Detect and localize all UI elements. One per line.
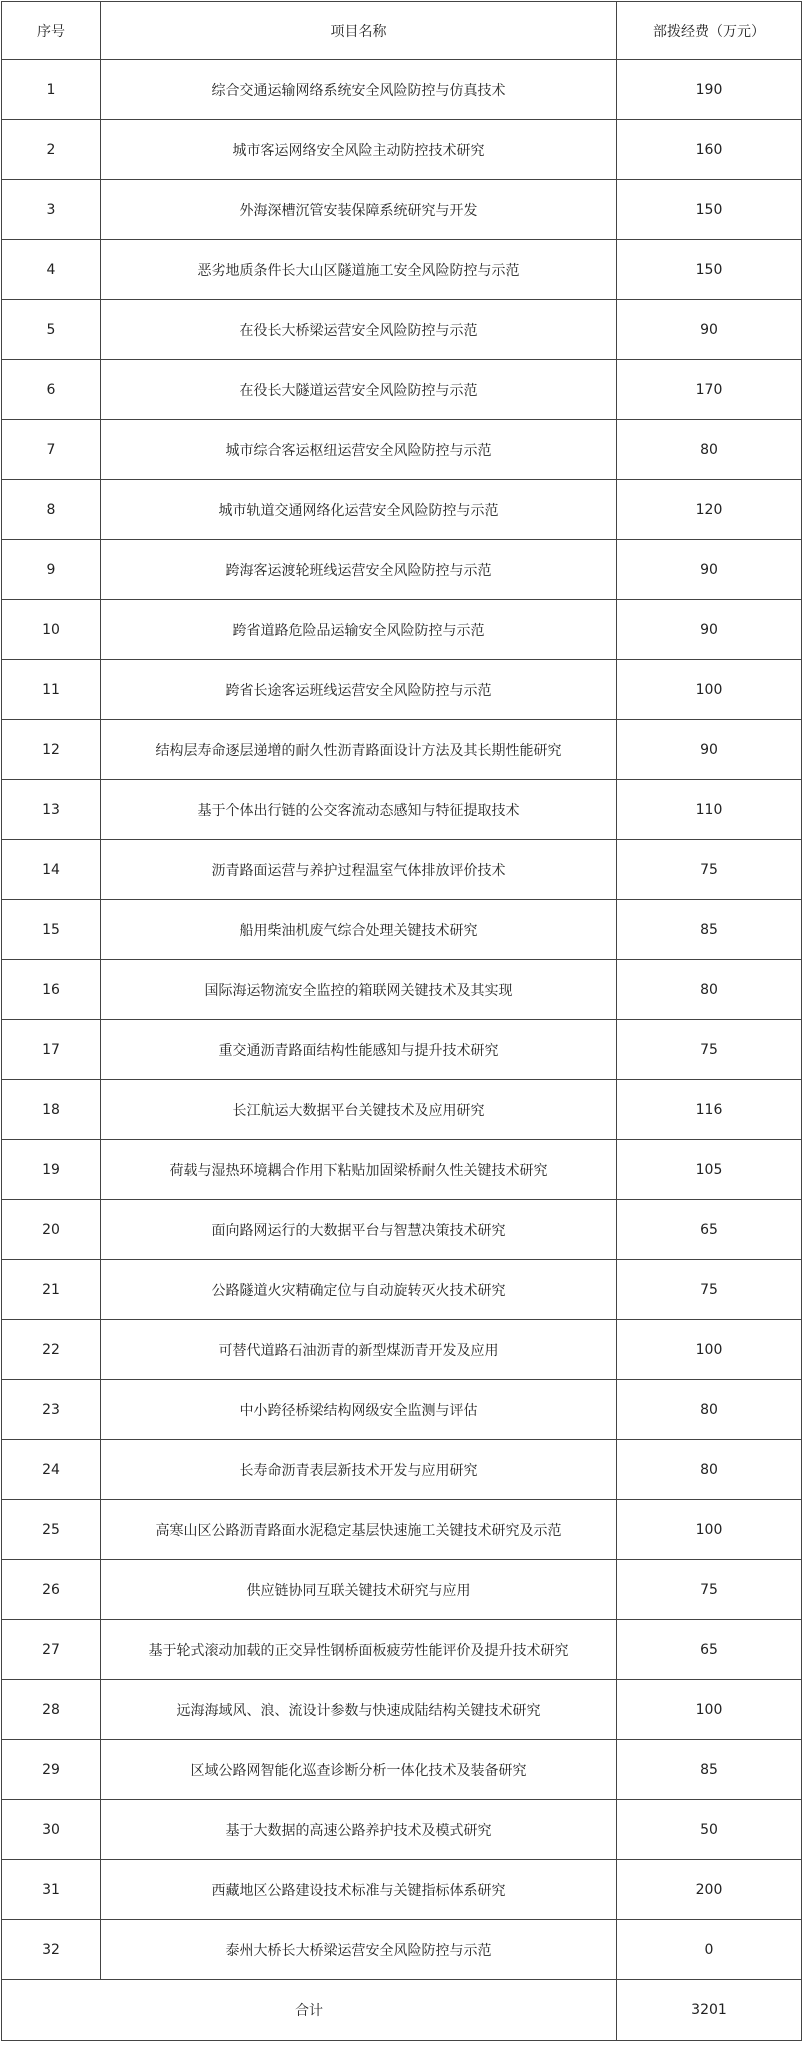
cell-project-name: 长江航运大数据平台关键技术及应用研究 [101,1080,617,1140]
cell-funding: 75 [617,840,802,900]
table-row [2,720,802,780]
cell-project-name: 恶劣地质条件长大山区隧道施工安全风险防控与示范 [101,240,617,300]
cell-funding: 150 [617,240,802,300]
cell-serial-number: 20 [2,1200,101,1260]
cell-project-name: 综合交通运输网络系统安全风险防控与仿真技术 [101,60,617,120]
cell-project-name: 跨海客运渡轮班线运营安全风险防控与示范 [101,540,617,600]
table-row [2,180,802,240]
cell-project-name: 基于轮式滚动加载的正交异性钢桥面板疲劳性能评价及提升技术研究 [101,1620,617,1680]
table-row [2,1680,802,1740]
cell-project-name: 在役长大桥梁运营安全风险防控与示范 [101,300,617,360]
header-project-name: 项目名称 [101,2,617,60]
table-row [2,600,802,660]
table-row [2,60,802,120]
cell-serial-number: 15 [2,900,101,960]
cell-serial-number: 29 [2,1740,101,1800]
table-row [2,420,802,480]
table-row [2,1140,802,1200]
header-funding: 部拨经费（万元） [617,2,802,60]
table-row [2,660,802,720]
table-row [2,1620,802,1680]
cell-serial-number: 18 [2,1080,101,1140]
table-row [2,1440,802,1500]
project-budget-table [1,1,802,2041]
cell-project-name: 中小跨径桥梁结构网级安全监测与评估 [101,1380,617,1440]
cell-funding: 105 [617,1140,802,1200]
cell-funding: 75 [617,1260,802,1320]
cell-project-name: 在役长大隧道运营安全风险防控与示范 [101,360,617,420]
cell-project-name: 结构层寿命逐层递增的耐久性沥青路面设计方法及其长期性能研究 [101,720,617,780]
cell-project-name: 区域公路网智能化巡查诊断分析一体化技术及装备研究 [101,1740,617,1800]
cell-funding: 75 [617,1020,802,1080]
cell-serial-number: 22 [2,1320,101,1380]
cell-project-name: 城市客运网络安全风险主动防控技术研究 [101,120,617,180]
cell-serial-number: 27 [2,1620,101,1680]
cell-funding: 50 [617,1800,802,1860]
cell-serial-number: 17 [2,1020,101,1080]
total-label: 合计 [2,1980,617,2041]
table-row [2,1320,802,1380]
table-row [2,240,802,300]
cell-project-name: 船用柴油机废气综合处理关键技术研究 [101,900,617,960]
cell-funding: 80 [617,1440,802,1500]
table-row [2,780,802,840]
cell-funding: 110 [617,780,802,840]
cell-funding: 190 [617,60,802,120]
cell-funding: 85 [617,1740,802,1800]
cell-funding: 90 [617,600,802,660]
cell-funding: 116 [617,1080,802,1140]
cell-serial-number: 16 [2,960,101,1020]
cell-project-name: 重交通沥青路面结构性能感知与提升技术研究 [101,1020,617,1080]
cell-project-name: 面向路网运行的大数据平台与智慧决策技术研究 [101,1200,617,1260]
cell-funding: 200 [617,1860,802,1920]
table-row [2,360,802,420]
table-row [2,120,802,180]
cell-project-name: 跨省长途客运班线运营安全风险防控与示范 [101,660,617,720]
cell-project-name: 外海深槽沉管安装保障系统研究与开发 [101,180,617,240]
cell-funding: 65 [617,1620,802,1680]
table-row [2,1500,802,1560]
cell-funding: 100 [617,1500,802,1560]
table-row [2,1260,802,1320]
cell-serial-number: 19 [2,1140,101,1200]
cell-funding: 0 [617,1920,802,1980]
cell-serial-number: 10 [2,600,101,660]
cell-serial-number: 5 [2,300,101,360]
cell-funding: 80 [617,420,802,480]
table-row [2,1380,802,1440]
cell-serial-number: 6 [2,360,101,420]
cell-project-name: 长寿命沥青表层新技术开发与应用研究 [101,1440,617,1500]
cell-serial-number: 3 [2,180,101,240]
table-row [2,1860,802,1920]
cell-funding: 65 [617,1200,802,1260]
cell-funding: 75 [617,1560,802,1620]
cell-project-name: 国际海运物流安全监控的箱联网关键技术及其实现 [101,960,617,1020]
cell-project-name: 可替代道路石油沥青的新型煤沥青开发及应用 [101,1320,617,1380]
cell-project-name: 城市综合客运枢纽运营安全风险防控与示范 [101,420,617,480]
table-row [2,480,802,540]
cell-project-name: 公路隧道火灾精确定位与自动旋转灭火技术研究 [101,1260,617,1320]
cell-funding: 100 [617,660,802,720]
cell-serial-number: 32 [2,1920,101,1980]
cell-serial-number: 4 [2,240,101,300]
cell-funding: 100 [617,1320,802,1380]
cell-serial-number: 11 [2,660,101,720]
table-row [2,540,802,600]
cell-project-name: 泰州大桥长大桥梁运营安全风险防控与示范 [101,1920,617,1980]
cell-funding: 90 [617,300,802,360]
cell-serial-number: 31 [2,1860,101,1920]
cell-serial-number: 9 [2,540,101,600]
cell-funding: 80 [617,1380,802,1440]
cell-project-name: 基于个体出行链的公交客流动态感知与特征提取技术 [101,780,617,840]
cell-serial-number: 14 [2,840,101,900]
cell-serial-number: 13 [2,780,101,840]
table-row [2,960,802,1020]
cell-project-name: 荷载与湿热环境耦合作用下粘贴加固梁桥耐久性关键技术研究 [101,1140,617,1200]
cell-funding: 150 [617,180,802,240]
table-row [2,900,802,960]
cell-serial-number: 8 [2,480,101,540]
header-serial-number: 序号 [2,2,101,60]
table-row [2,840,802,900]
cell-funding: 90 [617,540,802,600]
table-row [2,1740,802,1800]
table-body [2,60,802,1980]
cell-project-name: 基于大数据的高速公路养护技术及模式研究 [101,1800,617,1860]
total-funding: 3201 [617,1980,802,2041]
table-header-row [2,2,802,60]
cell-serial-number: 23 [2,1380,101,1440]
cell-funding: 80 [617,960,802,1020]
table-row [2,300,802,360]
cell-funding: 100 [617,1680,802,1740]
cell-project-name: 沥青路面运营与养护过程温室气体排放评价技术 [101,840,617,900]
cell-serial-number: 21 [2,1260,101,1320]
cell-serial-number: 12 [2,720,101,780]
cell-funding: 160 [617,120,802,180]
table-row [2,1200,802,1260]
cell-serial-number: 25 [2,1500,101,1560]
cell-serial-number: 7 [2,420,101,480]
table-row [2,1800,802,1860]
cell-serial-number: 24 [2,1440,101,1500]
table-row [2,1560,802,1620]
cell-serial-number: 26 [2,1560,101,1620]
cell-project-name: 跨省道路危险品运输安全风险防控与示范 [101,600,617,660]
total-row [2,1980,802,2041]
cell-serial-number: 2 [2,120,101,180]
cell-project-name: 西藏地区公路建设技术标准与关键指标体系研究 [101,1860,617,1920]
cell-project-name: 城市轨道交通网络化运营安全风险防控与示范 [101,480,617,540]
cell-funding: 170 [617,360,802,420]
cell-project-name: 供应链协同互联关键技术研究与应用 [101,1560,617,1620]
cell-project-name: 远海海域风、浪、流设计参数与快速成陆结构关键技术研究 [101,1680,617,1740]
cell-serial-number: 1 [2,60,101,120]
cell-project-name: 高寒山区公路沥青路面水泥稳定基层快速施工关键技术研究及示范 [101,1500,617,1560]
cell-funding: 85 [617,900,802,960]
cell-serial-number: 28 [2,1680,101,1740]
cell-funding: 120 [617,480,802,540]
table-row [2,1920,802,1980]
table-row [2,1080,802,1140]
table-row [2,1020,802,1080]
cell-funding: 90 [617,720,802,780]
cell-serial-number: 30 [2,1800,101,1860]
